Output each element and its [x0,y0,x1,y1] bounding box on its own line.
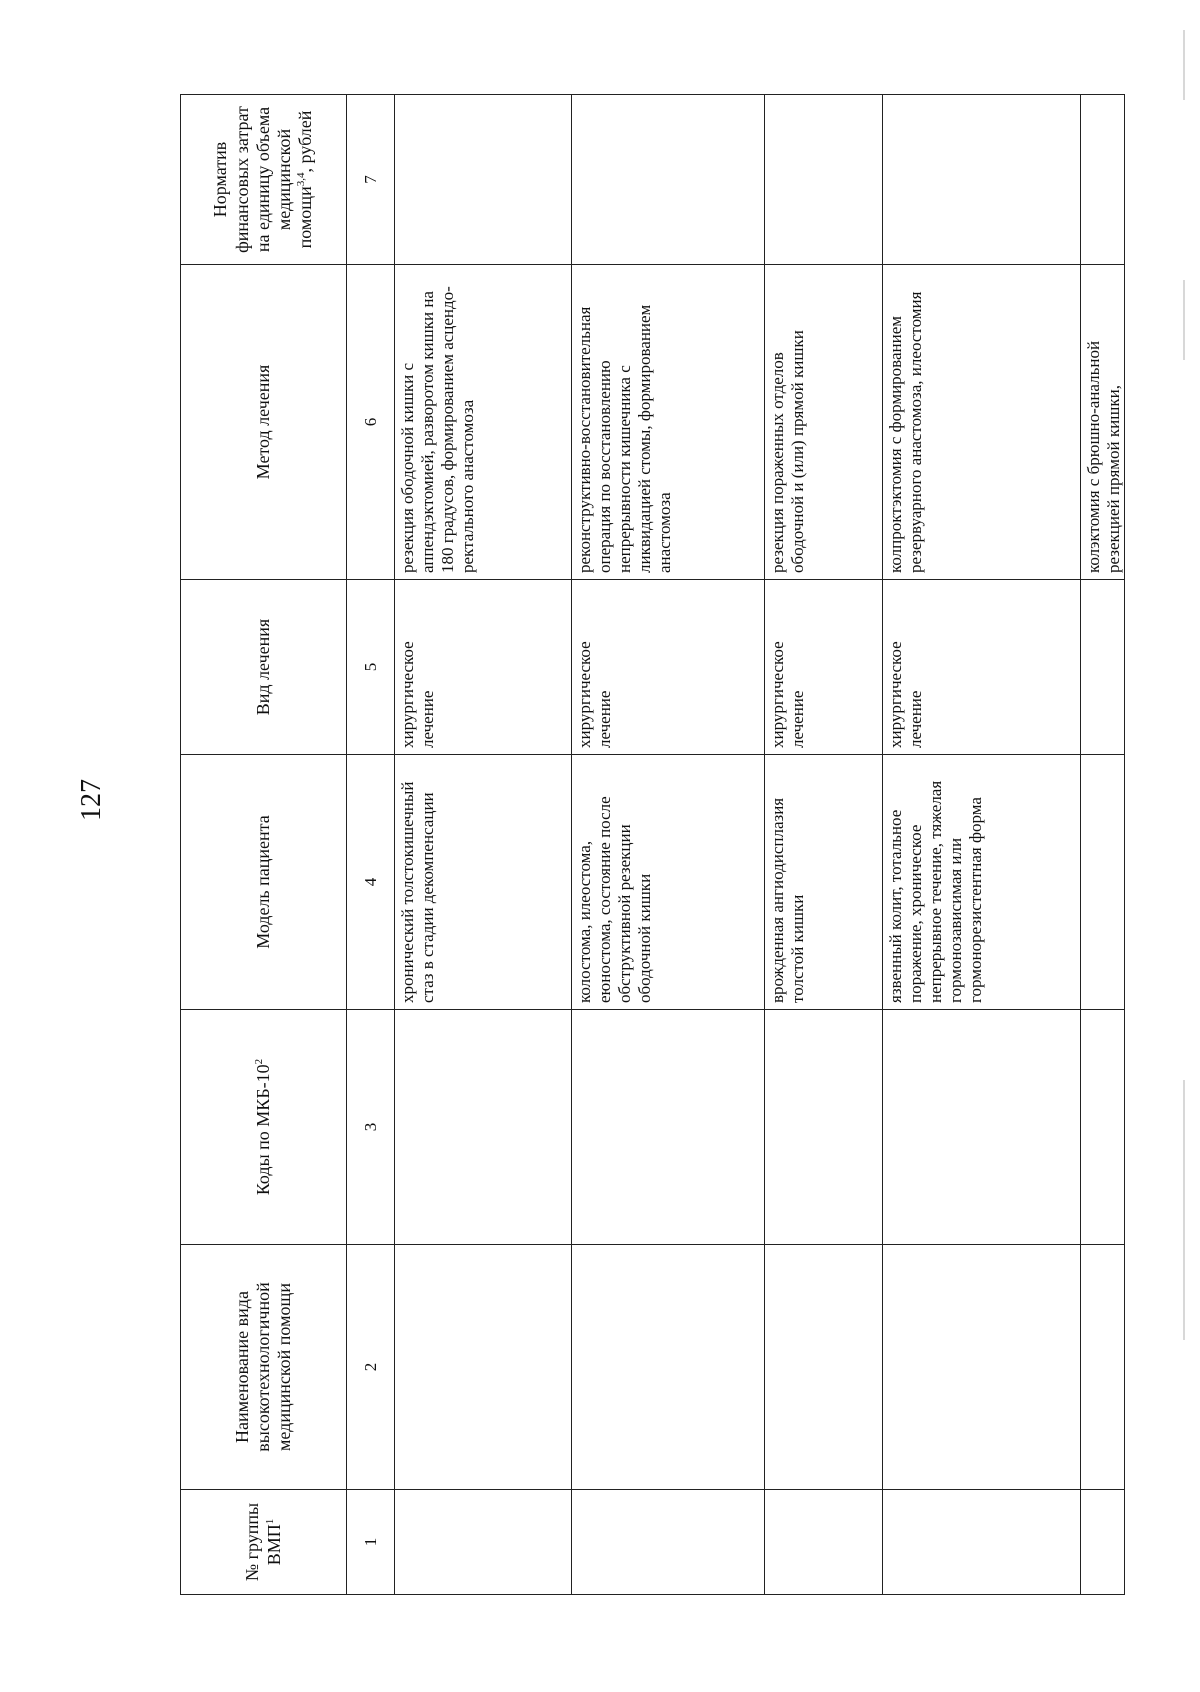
cell-empty [882,1490,1080,1595]
cell-empty [1081,95,1125,265]
cell-treatment-type: хирургическое лечение [882,580,1080,755]
cell-empty [1081,1490,1125,1595]
cell-empty [1081,1010,1125,1245]
scan-artifact [1183,1080,1185,1340]
cell-treatment-type [1081,580,1125,755]
column-number: 7 [347,95,395,265]
rotated-table-container [180,95,1125,1595]
cell-patient-model: врожденная ангиодисплазия толстой кишки [764,755,882,1010]
column-number: 5 [347,580,395,755]
cell-empty [764,95,882,265]
column-number: 4 [347,755,395,1010]
cell-treatment-type: хирургическое лечение [395,580,572,755]
cell-patient-model: язвенный колит, тотальное поражение, хроническое непрерывное течение, тяжелая гормонозависимая или гормонорезистентная форма [882,755,1080,1010]
cell-treatment-method [1081,265,1125,580]
cell-empty [764,1245,882,1490]
column-number: 1 [347,1490,395,1595]
cell-treatment-type: хирургическое лечение [764,580,882,755]
cell-empty [764,1010,882,1245]
cell-empty [882,1010,1080,1245]
scan-artifact [1183,30,1185,100]
table-row [572,95,765,1595]
header-treatment-method: Метод лечения [181,265,347,580]
column-number: 3 [347,1010,395,1245]
header-vmp-name: Наименование вида высокотехнологичной медицинской помощи [181,1245,347,1490]
page-number: 127 [76,779,107,821]
header-patient-model: Модель пациента [181,755,347,1010]
column-number: 6 [347,265,395,580]
cell-empty [764,1490,882,1595]
vmp-table [180,94,1125,1595]
cell-treatment-type: хирургическое лечение [572,580,765,755]
table-row [1081,95,1125,1595]
cell-empty [572,1245,765,1490]
table-row [764,95,882,1595]
cell-patient-model [1081,755,1125,1010]
header-icd-codes: Коды по МКБ-$10^2$ [181,1010,347,1245]
table-row [882,95,1080,1595]
cell-empty [395,1245,572,1490]
cell-empty [572,1010,765,1245]
cell-empty [882,95,1080,265]
cell-patient-model: колостома, илеостома, еюностома, состояние после обструктивной резекции ободочной кишки [572,755,765,1010]
cell-treatment-method-text: колэктомия с брюшно-анальной резекцией прямой кишки, [1084,340,1124,573]
column-number: 2 [347,1245,395,1490]
cell-empty [1081,1245,1125,1490]
cell-treatment-method: колпроктэктомия с формированием резервуарного анастомоза, илеостомия [882,265,1080,580]
cell-empty [395,1010,572,1245]
header-treatment-type: Вид лечения [181,580,347,755]
cell-treatment-method: реконструктивно-восстановительная операция по восстановлению непрерывности кишечника с ликвидацией стомы, формированием анастомоза [572,265,765,580]
cell-empty [572,95,765,265]
cell-empty [395,1490,572,1595]
scan-artifact [1183,280,1185,360]
cell-empty [572,1490,765,1595]
table-row [395,95,572,1595]
cell-patient-model: хронический толстокишечный стаз в стадии декомпенсации [395,755,572,1010]
cell-treatment-method: резекция пораженных отделов ободочной и (или) прямой кишки [764,265,882,580]
header-cost-norm: Норматив финансовых затрат на единицу объема медицинской помощи$^{3,4}$, рублей [181,95,347,265]
header-group-number: № группы ВМП$^1$ [181,1490,347,1595]
cell-empty [882,1245,1080,1490]
column-number-row [347,95,395,1595]
cell-empty [395,95,572,265]
header-row [181,95,347,1595]
cell-treatment-method: резекция ободочной кишки с аппендэктомией, разворотом кишки на 180 градусов, формированием асцендо-ректального анастомоза [395,265,572,580]
